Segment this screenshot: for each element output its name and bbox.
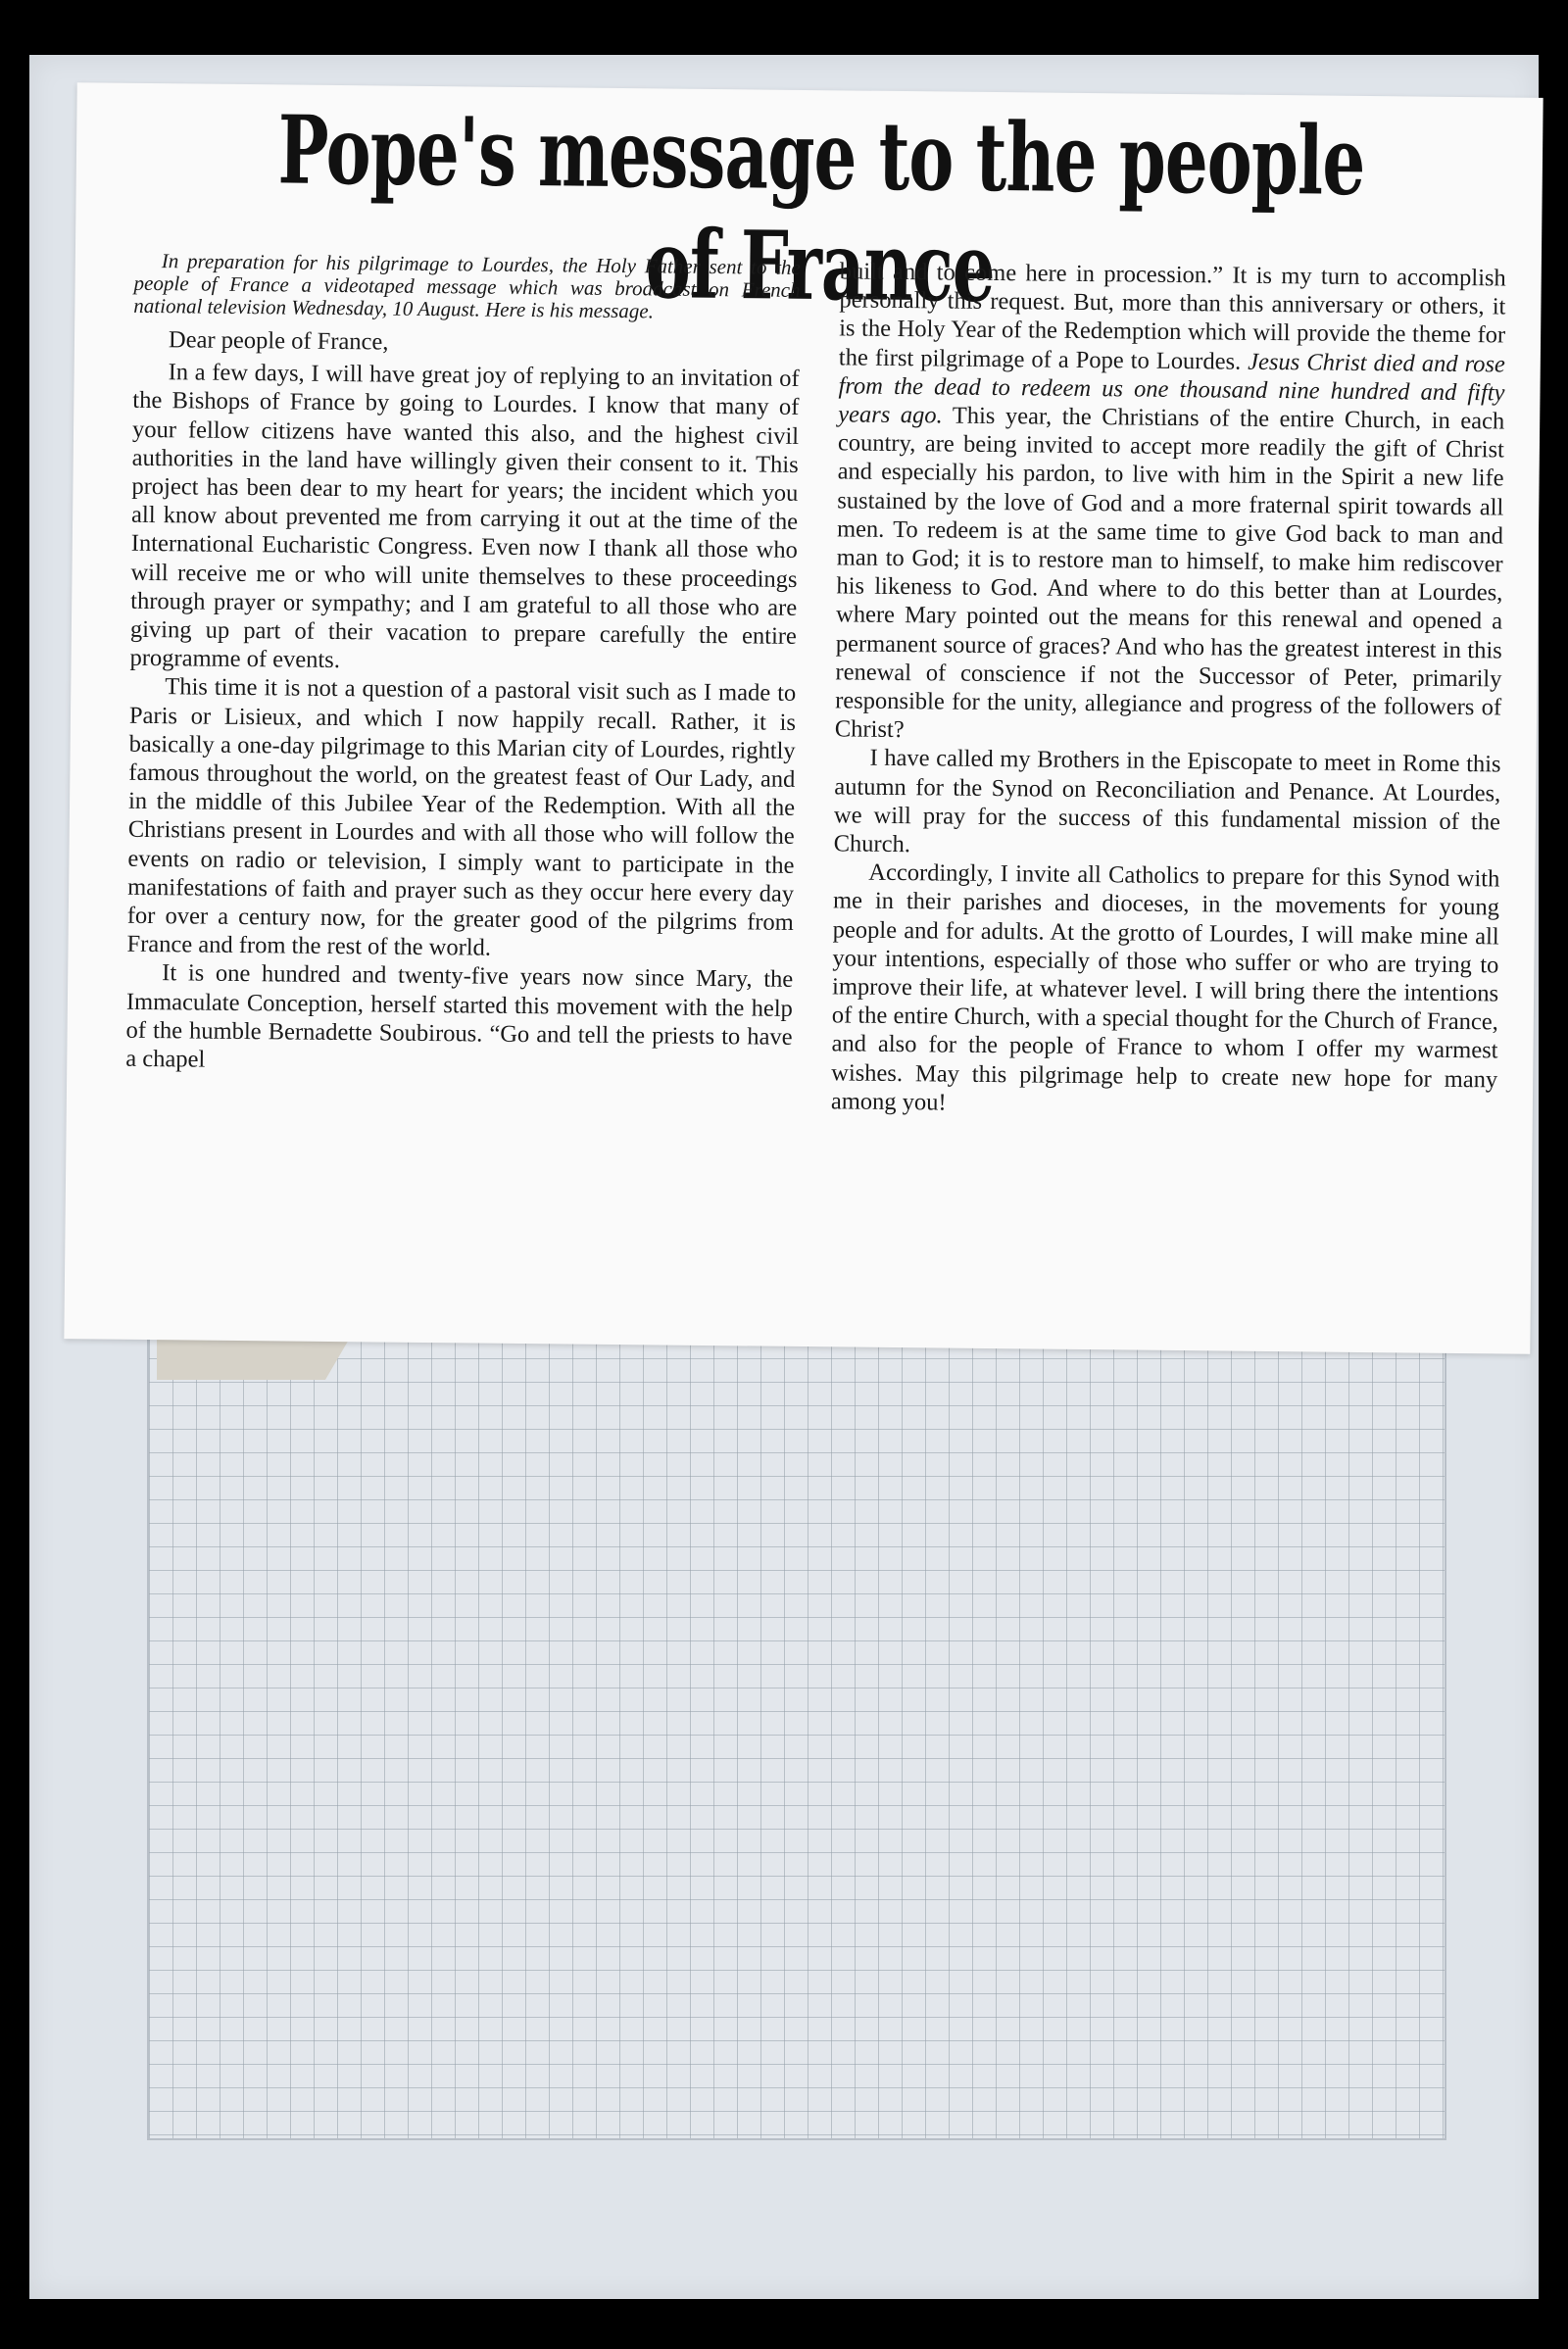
article-intro: In preparation for his pilgrimage to Lourdes, the Holy Father sent to the people of France a videotaped message which was broadcast on French national television Wednesday, 10 August. Here is his message.	[133, 249, 801, 323]
newspaper-clipping	[64, 82, 1543, 1354]
paragraph: This time it is not a question of a pastoral visit such as I made to Paris or Lisieux, and which I now happily recall. Rather, it is basically a one-day pilgrimage to this Marian city of Lourdes, rightly famous throughout the world, on the greatest feast of Our Lady, and in the middle of this Jubilee Year of the Redemption. With all the Christians present in Lourdes and with all those who will follow the events on radio or television, I simply want to participate in the manifestations of faith and prayer such as they occur here every day for over a century now, for the greater good of the pilgrims from France and from the rest of the world.	[126, 673, 797, 961]
paragraph-continued	[835, 257, 1506, 751]
paragraph: Accordingly, I invite all Catholics to prepare for this Synod with me in their parishes and dioceses, in the movements for young people and for adults. At the grotto of Lourdes, I will make mine all your intentions, especially of those who suffer or who are trying to improve their life, at whatever level. I will bring there the intentions of the entire Church, with a special thought for the Church of France, and also for the people of France to whom I offer my warmest wishes. May this pilgrimage help to create new hope for many among you!	[830, 858, 1500, 1116]
paragraph: It is one hundred and twenty-five years now since Mary, the Immaculate Conception, herself started this movement with the help of the humble Bernadette Soubirous. “Go and tell the priests to have a chapel	[125, 959, 794, 1073]
paragraph: In a few days, I will have great joy of replying to an invitation of the Bishops of France by going to Lourdes. I know that many of your fellow citizens have wanted this also, and the highest civil authorities in the land have willingly given their consent to it. This project has been dear to my heart for years; the incident which you all know about prevented me from carrying it out at the time of the International Eucharistic Congress. Even now I thank all those who will receive me or who will unite themselves to these proceedings through prayer or sympathy; and I am grateful to all those who are giving up part of their vacation to prepare carefully the entire programme of events.	[129, 359, 800, 674]
paragraph-text: This year, the Christians of the entire Church, in each country, are being invited to accept more readily the gift of Christ and especially his pardon, to live with him in the Spirit a new life sustained by the love of God and a more fraternal spirit towards all men. To redeem is at the same time to give God back to man and man to God; it is to restore man to himself, to make him rediscover his likeness to God. And where to do this better than at Lourdes, where Mary pointed out the means for this renewal and opened a permanent source of graces? And who has the greatest interest in this renewal of conscience if not the Successor of Peter, primarily responsible for the unity, allegiance and progress of the followers of Christ?	[834, 402, 1505, 744]
emphasized-text: Jesus Christ died and rose from the dead to redeem us one thousand nine hundred and fifty years ago.	[838, 348, 1505, 429]
article-columns	[123, 250, 1506, 1333]
paragraph: I have called my Brothers in the Episcopate to meet in Rome this autumn for the Synod on Reconciliation and Penance. At Lourdes, we will pray for the success of this fundamental mission of the Church.	[833, 745, 1501, 858]
salutation: Dear people of France,	[168, 326, 389, 356]
article-headline: Pope's message to the people of France	[277, 94, 1365, 323]
graph-paper-sheet	[147, 1333, 1446, 2140]
right-column	[829, 257, 1506, 1332]
paragraph-text: built and to come here in procession.” It is my turn to accomplish personally this request. But, more than this anniversary or others, it is the Holy Year of the Redemption which will provide the theme for the first pilgrimage of a Pope to Lourdes.	[838, 258, 1506, 375]
left-column	[123, 250, 801, 1325]
